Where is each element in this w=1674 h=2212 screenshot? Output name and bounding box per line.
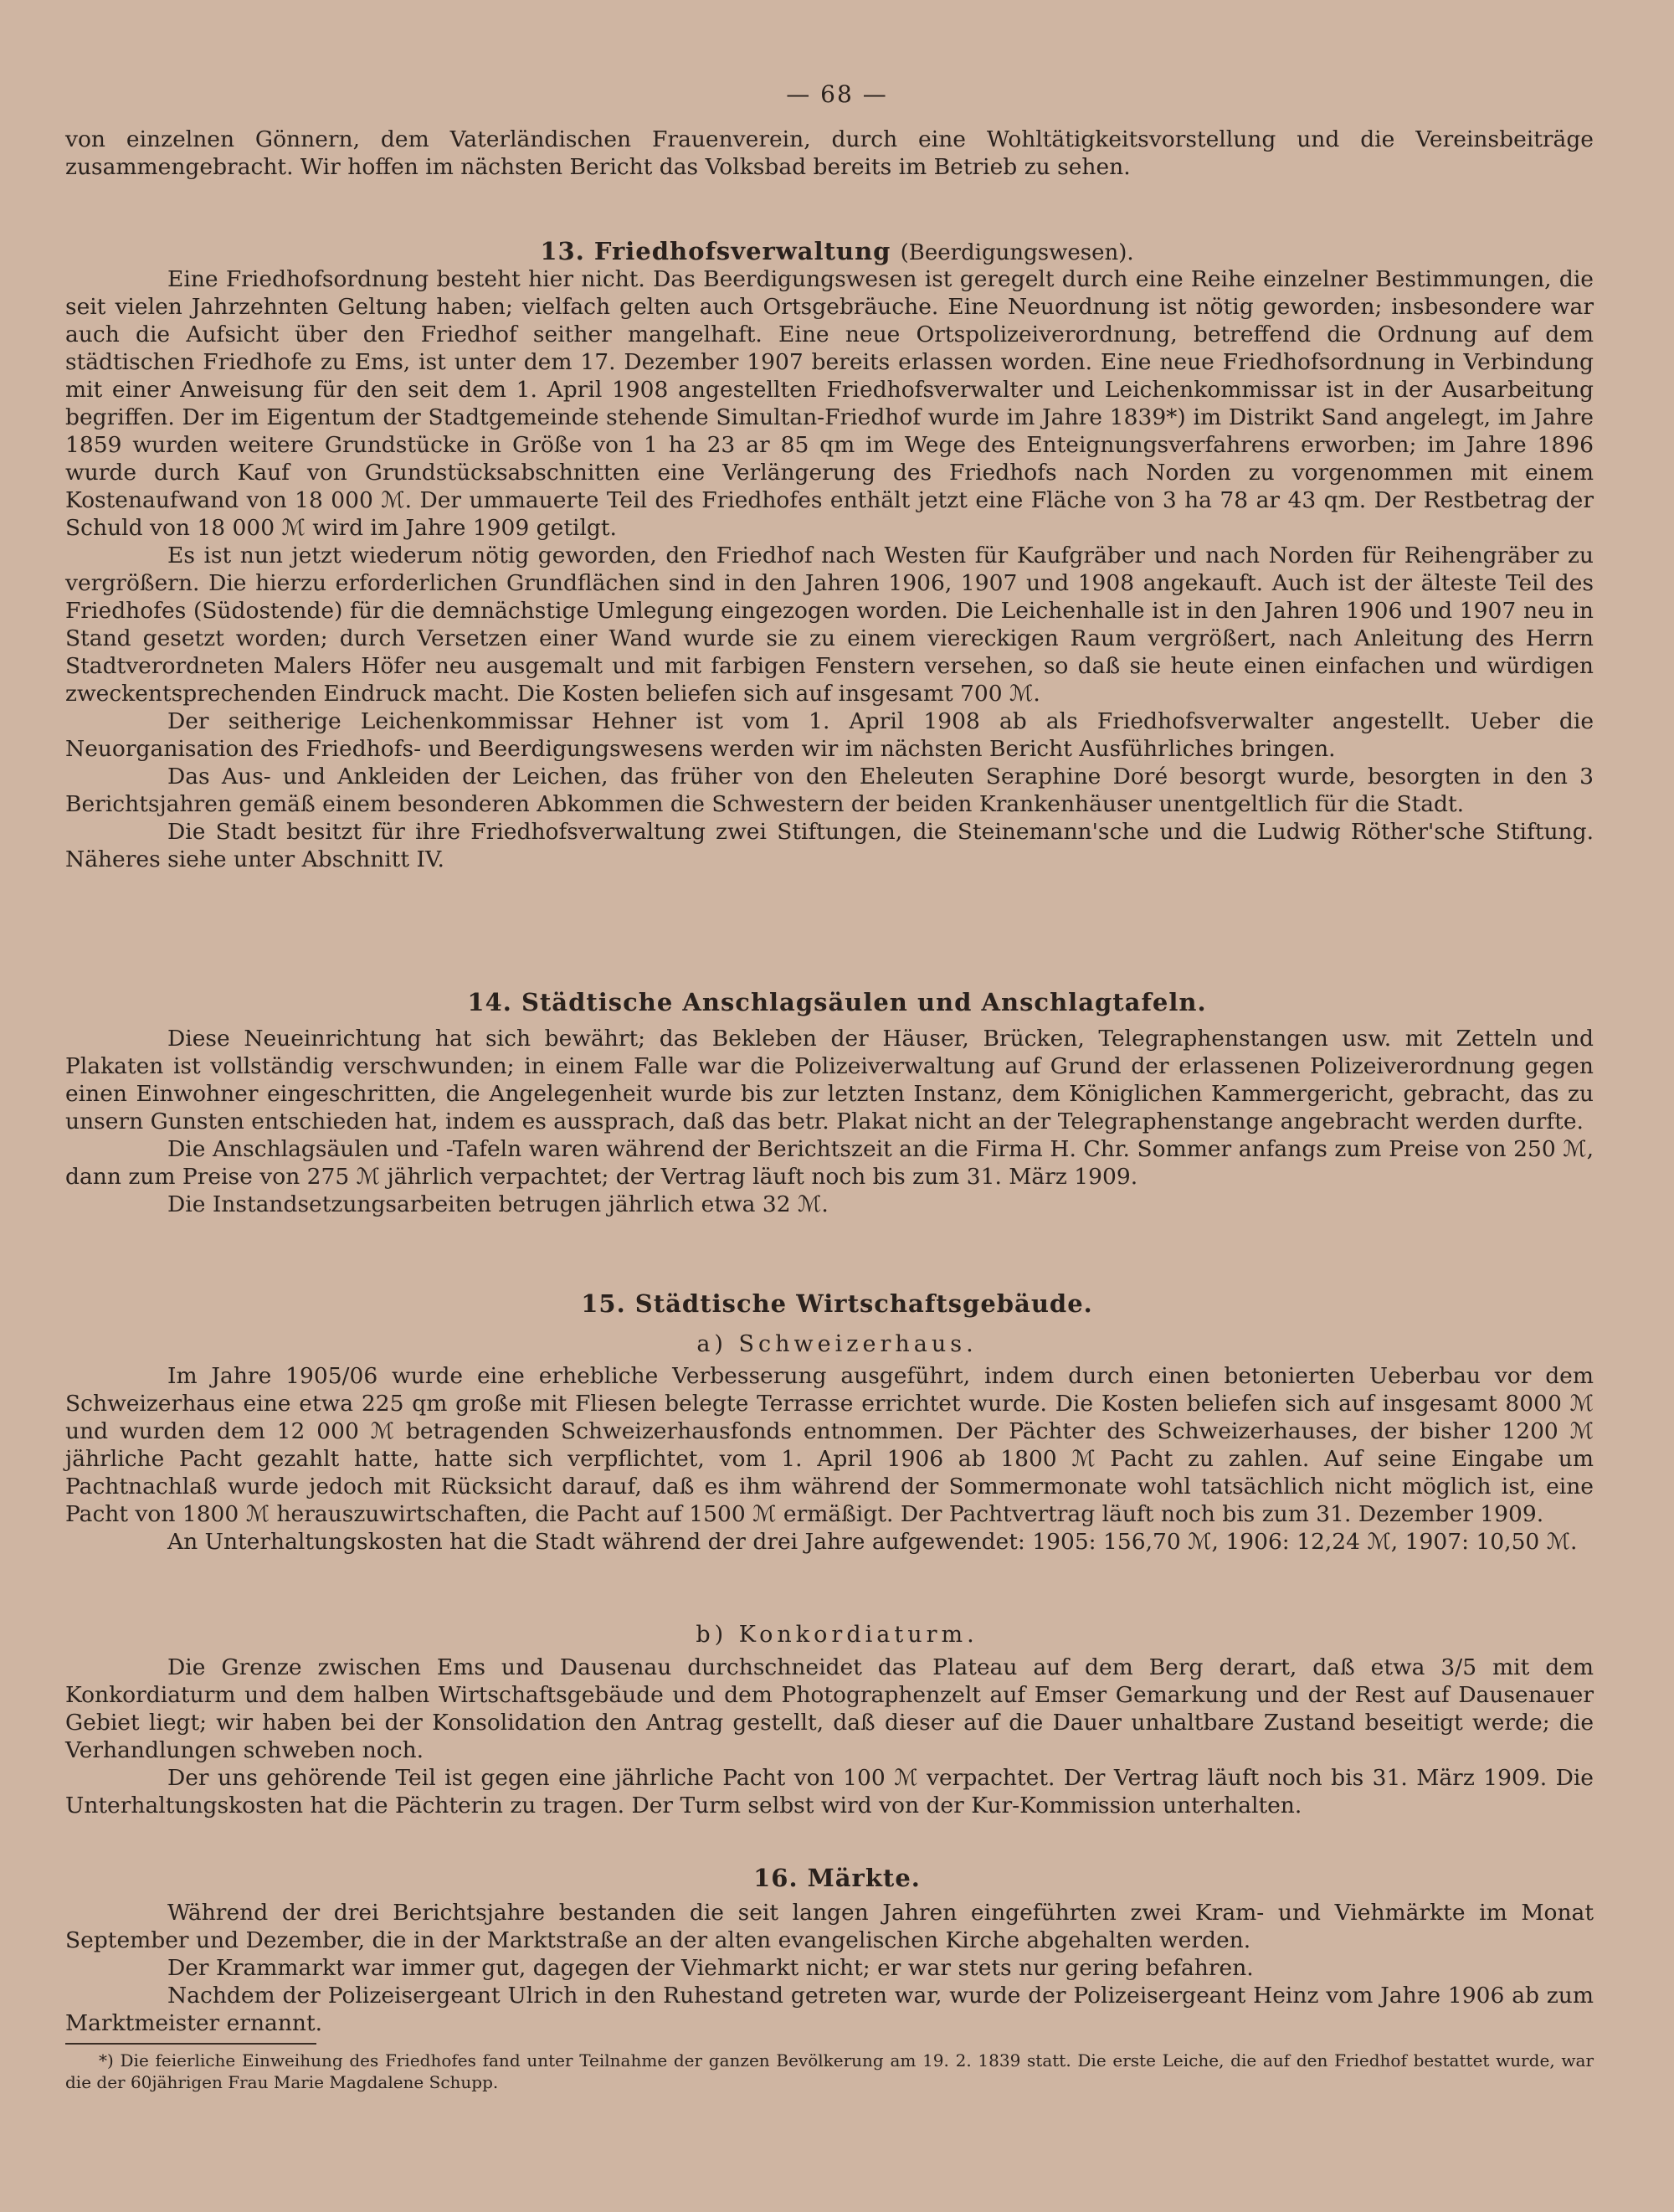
- section-13-body: [65, 265, 1594, 873]
- paragraph: Die Stadt besitzt für ihre Friedhofsverwaltung zwei Stiftungen, die Steinemann'sche und die Ludwig Röther'sche Stiftung. Näheres siehe unter Abschnitt IV.: [65, 819, 1594, 872]
- section-16-body: [65, 1899, 1594, 2037]
- footnote-text: *) Die feierliche Einweihung des Friedhofes fand unter Teilnahme der ganzen Bevölkerung am 19. 2. 1839 statt. Die erste Leiche, die auf den Friedhof bestattet wurde, war die der 60jährigen Frau Marie Magdalene Schupp.: [65, 2050, 1594, 2092]
- section-subtitle: (Beerdigungswesen).: [900, 240, 1134, 265]
- footnote-divider: [65, 2043, 316, 2045]
- section-15a-body: [65, 1362, 1594, 1556]
- paragraph: Eine Friedhofsordnung besteht hier nicht. Das Beerdigungswesen ist geregelt durch eine Reihe einzelner Bestimmungen, die seit vielen Jahrzehnten Geltung haben; vielfach gelten auch Ortsgebräuche. Eine Neuordnung ist nötig geworden; insbesondere war auch die Aufsicht über den Friedhof seither mangelhaft. Eine neue Ortspolizeiverordnung, betreffend die Ordnung auf dem städtischen Friedhofe zu Ems, ist unter dem 17. Dezember 1907 bereits erlassen worden. Eine neue Friedhofsordnung in Verbindung mit einer Anweisung für den seit dem 1. April 1908 angestellten Friedhofsverwalter und Leichenkommissar ist in der Ausarbeitung begriffen. Der im Eigentum der Stadtgemeinde stehende Simultan-Friedhof wurde im Jahre 1839*) im Distrikt Sand angelegt, im Jahre 1859 wurden weitere Grundstücke in Größe von 1 ha 23 ar 85 qm im Wege des Enteignungsverfahrens erworben; im Jahre 1896 wurde durch Kauf von Grundstücksabschnitten eine Verlängerung des Friedhofs nach Norden zu vorgenommen mit einem Kostenaufwand von 18 000 ℳ. Der ummauerte Teil des Friedhofes enthält jetzt eine Fläche von 3 ha 78 ar 43 qm. Der Restbetrag der Schuld von 18 000 ℳ wird im Jahre 1909 getilgt.: [65, 266, 1594, 541]
- paragraph: Es ist nun jetzt wiederum nötig geworden, den Friedhof nach Westen für Kaufgräber und nach Norden für Reihengräber zu vergrößern. Die hierzu erforderlichen Grundflächen sind in den Jahren 1906, 1907 und 1908 angekauft. Auch ist der älteste Teil des Friedhofes (Südostende) für die demnächstige Umlegung eingezogen worden. Die Leichenhalle ist in den Jahren 1906 und 1907 neu in Stand gesetzt worden; durch Versetzen einer Wand wurde sie zu einem viereckigen Raum vergrößert, nach Anleitung des Herrn Stadtverordneten Malers Höfer neu ausgemalt und mit farbigen Fenstern versehen, so daß sie heute einen einfachen und würdigen zweckentsprechenden Eindruck macht. Die Kosten beliefen sich auf insgesamt 700 ℳ.: [65, 543, 1594, 707]
- intro-text: [65, 126, 1594, 181]
- paragraph: Der seitherige Leichenkommissar Hehner ist vom 1. April 1908 ab als Friedhofsverwalter angestellt. Ueber die Neuorganisation des Friedhofs- und Beerdigungswesens werden wir im nächsten Bericht Ausführliches bringen.: [65, 708, 1594, 762]
- section-16-heading: 16. Märkte.: [753, 1864, 921, 1892]
- subsection-b-title: b) Konkordiaturm.: [696, 1622, 978, 1648]
- paragraph: von einzelnen Gönnern, dem Vaterländischen Frauenverein, durch eine Wohltätigkeitsvorstellung und die Vereinsbeiträge zusammengebracht. Wir hoffen im nächsten Bericht das Volksbad bereits im Betrieb zu sehen.: [65, 126, 1594, 180]
- section-14-heading: 14. Städtische Anschlagsäulen und Anschlagtafeln.: [467, 988, 1207, 1016]
- paragraph: An Unterhaltungskosten hat die Stadt während der drei Jahre aufgewendet: 1905: 156,70 ℳ, 1906: 12,24 ℳ, 1907: 10,50 ℳ.: [167, 1529, 1578, 1555]
- paragraph: Die Grenze zwischen Ems und Dausenau durchschneidet das Plateau auf dem Berg derart, daß etwa 3/5 mit dem Konkordiaturm und dem halben Wirtschaftsgebäude und dem Photographenzelt auf Emser Gemarkung und der Rest auf Dausenauer Gebiet liegt; wir haben bei der Konsolidation den Antrag gestellt, daß dieser auf die Dauer unhaltbare Zustand beseitigt werde; die Verhandlungen schweben noch.: [65, 1654, 1594, 1763]
- paragraph: Der Krammarkt war immer gut, dagegen der Viehmarkt nicht; er war stets nur gering befahren.: [167, 1955, 1254, 1981]
- subsection-a-title: a) Schweizerhaus.: [696, 1331, 978, 1357]
- section-title: 13. Friedhofsverwaltung: [540, 237, 891, 265]
- paragraph: Nachdem der Polizeisergeant Ulrich in den Ruhestand getreten war, wurde der Polizeisergeant Heinz vom Jahre 1906 ab zum Marktmeister ernannt.: [65, 1983, 1594, 2036]
- paragraph: Diese Neueinrichtung hat sich bewährt; das Bekleben der Häuser, Brücken, Telegraphenstangen usw. mit Zetteln und Plakaten ist vollständig verschwunden; in einem Falle war die Polizeiverwaltung auf Grund der erlassenen Polizeiverordnung gegen einen Einwohner eingeschritten, die Angelegenheit wurde bis zur letzten Instanz, dem Königlichen Kammergericht, gebracht, das zu unsern Gunsten entschieden hat, indem es aussprach, daß das betr. Plakat nicht an der Telegraphenstange angebracht werden durfte.: [65, 1026, 1594, 1134]
- paragraph: Im Jahre 1905/06 wurde eine erhebliche Verbesserung ausgeführt, indem durch einen betonierten Ueberbau vor dem Schweizerhaus eine etwa 225 qm große mit Fliesen belegte Terrasse errichtet wurde. Die Kosten beliefen sich auf insgesamt 8000 ℳ und wurden dem 12 000 ℳ betragenden Schweizerhausfonds entnommen. Der Pächter des Schweizerhauses, der bisher 1200 ℳ jährliche Pacht gezahlt hatte, hatte sich verpflichtet, vom 1. April 1906 ab 1800 ℳ Pacht zu zahlen. Auf seine Eingabe um Pachtnachlaß wurde jedoch mit Rücksicht darauf, daß es ihm während der Sommermonate wohl tatsächlich nicht möglich ist, eine Pacht von 1800 ℳ herauszuwirtschaften, die Pacht auf 1500 ℳ ermäßigt. Der Pachtvertrag läuft noch bis zum 31. Dezember 1909.: [65, 1363, 1594, 1527]
- paragraph: Die Anschlagsäulen und -Tafeln waren während der Berichtszeit an die Firma H. Chr. Sommer anfangs zum Preise von 250 ℳ, dann zum Preise von 275 ℳ jährlich verpachtet; der Vertrag läuft noch bis zum 31. März 1909.: [65, 1136, 1594, 1190]
- paragraph: Während der drei Berichtsjahre bestanden die seit langen Jahren eingeführten zwei Kram- und Viehmärkte im Monat September und Dezember, die in der Marktstraße an der alten evangelischen Kirche abgehalten werden.: [65, 1900, 1594, 1953]
- section-15-heading: 15. Städtische Wirtschaftsgebäude.: [581, 1289, 1093, 1318]
- paragraph: Die Instandsetzungsarbeiten betrugen jährlich etwa 32 ℳ.: [167, 1191, 829, 1217]
- footnote: [65, 2050, 1594, 2093]
- paragraph: Der uns gehörende Teil ist gegen eine jährliche Pacht von 100 ℳ verpachtet. Der Vertrag läuft noch bis 31. März 1909. Die Unterhaltungskosten hat die Pächterin zu tragen. Der Turm selbst wird von der Kur-Kommission unterhalten.: [65, 1765, 1594, 1818]
- page-number: — 68 —: [786, 80, 888, 108]
- section-14-body: [65, 1025, 1594, 1218]
- section-13-heading: [0, 237, 1674, 265]
- section-15b-body: [65, 1654, 1594, 1819]
- paragraph: Das Aus- und Ankleiden der Leichen, das früher von den Eheleuten Seraphine Doré besorgt wurde, besorgten in den 3 Berichtsjahren gemäß einem besonderen Abkommen die Schwestern der beiden Krankenhäuser unentgeltlich für die Stadt.: [65, 764, 1594, 817]
